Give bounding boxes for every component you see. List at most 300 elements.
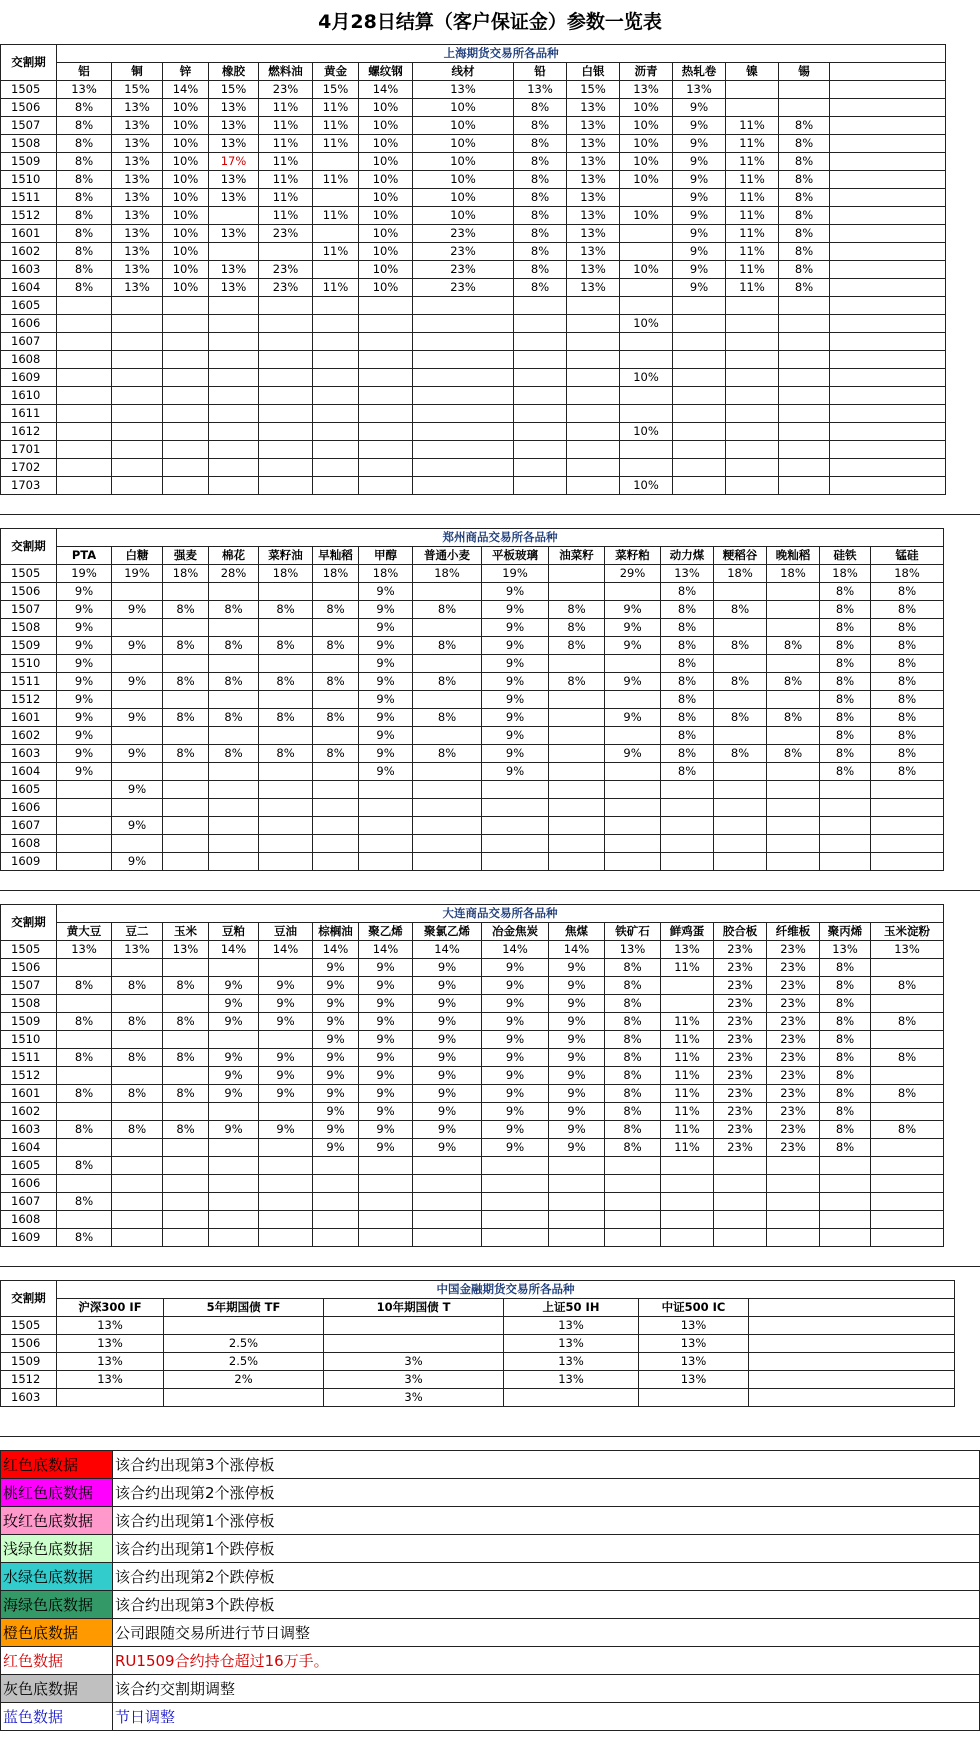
margin-rate-cell: 8% <box>605 1067 661 1085</box>
margin-rate-cell: 9% <box>482 619 549 637</box>
margin-rate-cell <box>313 1157 359 1175</box>
margin-rate-cell <box>779 423 830 441</box>
margin-rate-cell: 10% <box>163 225 209 243</box>
empty-cell <box>830 63 946 81</box>
margin-rate-cell <box>413 853 482 871</box>
margin-rate-cell: 8% <box>820 1103 871 1121</box>
margin-rate-cell: 10% <box>163 171 209 189</box>
margin-rate-cell: 9% <box>549 1049 605 1067</box>
margin-rate-cell: 9% <box>57 727 112 745</box>
margin-rate-cell: 8% <box>57 207 112 225</box>
margin-rate-cell <box>57 835 112 853</box>
margin-rate-cell <box>549 727 605 745</box>
margin-rate-cell: 23% <box>767 959 820 977</box>
legend-description: 该合约出现第3个涨停板 <box>113 1451 980 1479</box>
margin-rate-cell: 13% <box>112 279 163 297</box>
empty-cell <box>749 1371 955 1389</box>
margin-rate-cell <box>359 1175 413 1193</box>
margin-rate-cell: 10% <box>620 315 673 333</box>
margin-rate-cell: 13% <box>112 135 163 153</box>
margin-rate-cell: 11% <box>259 99 313 117</box>
margin-rate-cell: 9% <box>359 1067 413 1085</box>
margin-rate-cell: 10% <box>359 279 413 297</box>
margin-rate-cell: 9% <box>413 1121 482 1139</box>
margin-rate-cell: 8% <box>605 1013 661 1031</box>
margin-rate-cell <box>726 387 779 405</box>
legend-swatch-label: 红色数据 <box>1 1647 113 1675</box>
margin-rate-cell <box>567 369 620 387</box>
margin-rate-cell: 8% <box>209 637 259 655</box>
margin-rate-cell <box>57 351 112 369</box>
margin-rate-cell: 14% <box>209 941 259 959</box>
margin-rate-cell: 19% <box>57 565 112 583</box>
margin-rate-cell: 23% <box>714 995 767 1013</box>
margin-rate-cell: 8% <box>163 673 209 691</box>
margin-rate-cell <box>112 619 163 637</box>
delivery-period: 1609 <box>1 1229 57 1247</box>
margin-rate-cell <box>413 369 514 387</box>
margin-rate-cell <box>163 1031 209 1049</box>
margin-rate-cell: 13% <box>661 941 714 959</box>
margin-rate-cell: 8% <box>661 709 714 727</box>
margin-rate-cell: 8% <box>661 583 714 601</box>
margin-rate-cell: 9% <box>482 1139 549 1157</box>
margin-rate-cell <box>549 1175 605 1193</box>
margin-rate-cell <box>549 655 605 673</box>
margin-rate-cell: 10% <box>620 369 673 387</box>
margin-rate-cell: 11% <box>726 279 779 297</box>
margin-rate-cell <box>779 81 830 99</box>
delivery-period: 1609 <box>1 853 57 871</box>
margin-rate-cell: 9% <box>57 655 112 673</box>
czce-margin-table <box>0 528 944 871</box>
margin-rate-cell: 8% <box>871 673 944 691</box>
legend-row <box>1 1647 980 1675</box>
margin-rate-cell <box>359 423 413 441</box>
margin-rate-cell <box>164 1389 324 1407</box>
margin-rate-cell: 23% <box>259 225 313 243</box>
product-header: 棉花 <box>209 547 259 565</box>
delivery-period: 1610 <box>1 387 57 405</box>
margin-rate-cell <box>661 817 714 835</box>
margin-rate-cell: 11% <box>726 225 779 243</box>
margin-rate-cell: 13% <box>112 207 163 225</box>
margin-rate-cell: 8% <box>820 1121 871 1139</box>
margin-rate-cell: 9% <box>112 817 163 835</box>
margin-rate-cell: 10% <box>620 423 673 441</box>
margin-rate-cell <box>209 799 259 817</box>
margin-rate-cell <box>163 655 209 673</box>
margin-rate-cell: 29% <box>605 565 661 583</box>
margin-rate-cell: 13% <box>112 225 163 243</box>
margin-rate-cell <box>714 853 767 871</box>
margin-rate-cell: 9% <box>605 637 661 655</box>
margin-rate-cell <box>313 1229 359 1247</box>
margin-rate-cell: 9% <box>112 637 163 655</box>
empty-cell <box>830 423 946 441</box>
margin-rate-cell <box>413 817 482 835</box>
margin-rate-cell: 13% <box>605 941 661 959</box>
margin-rate-cell <box>163 1139 209 1157</box>
margin-rate-cell <box>605 1193 661 1211</box>
empty-cell <box>830 117 946 135</box>
margin-rate-cell <box>112 1139 163 1157</box>
margin-rate-cell <box>259 1139 313 1157</box>
margin-rate-cell <box>871 1139 944 1157</box>
margin-rate-cell <box>163 763 209 781</box>
margin-rate-cell: 9% <box>259 977 313 995</box>
margin-rate-cell: 9% <box>313 1013 359 1031</box>
margin-rate-cell: 8% <box>514 99 567 117</box>
margin-rate-cell <box>504 1389 639 1407</box>
product-header: 豆二 <box>112 923 163 941</box>
margin-rate-cell: 9% <box>259 1013 313 1031</box>
margin-rate-cell <box>209 691 259 709</box>
margin-rate-cell <box>163 1175 209 1193</box>
margin-rate-cell <box>673 333 726 351</box>
margin-rate-cell: 8% <box>767 745 820 763</box>
margin-rate-cell: 11% <box>726 243 779 261</box>
margin-rate-cell: 13% <box>871 941 944 959</box>
margin-rate-cell <box>359 387 413 405</box>
margin-rate-cell <box>259 1031 313 1049</box>
margin-rate-cell <box>514 315 567 333</box>
margin-rate-cell: 8% <box>820 1067 871 1085</box>
margin-rate-cell: 9% <box>413 1049 482 1067</box>
margin-rate-cell: 8% <box>57 1193 112 1211</box>
margin-rate-cell <box>482 1157 549 1175</box>
delivery-period: 1611 <box>1 405 57 423</box>
margin-rate-cell <box>714 1193 767 1211</box>
margin-rate-cell <box>112 835 163 853</box>
delivery-period: 1603 <box>1 1121 57 1139</box>
product-header: 硅铁 <box>820 547 871 565</box>
margin-rate-cell <box>359 441 413 459</box>
table-row <box>1 369 946 387</box>
margin-rate-cell <box>313 763 359 781</box>
margin-rate-cell <box>209 243 259 261</box>
section-separator <box>0 514 980 529</box>
margin-rate-cell: 9% <box>413 1139 482 1157</box>
margin-rate-cell <box>324 1335 504 1353</box>
margin-rate-cell: 15% <box>112 81 163 99</box>
margin-rate-cell <box>661 781 714 799</box>
margin-rate-cell <box>661 853 714 871</box>
table-row <box>1 261 946 279</box>
margin-rate-cell <box>57 1139 112 1157</box>
product-header: PTA <box>57 547 112 565</box>
margin-rate-cell: 8% <box>57 261 112 279</box>
empty-cell <box>830 171 946 189</box>
margin-rate-cell <box>313 853 359 871</box>
empty-cell <box>830 279 946 297</box>
margin-rate-cell <box>259 1193 313 1211</box>
margin-rate-cell: 9% <box>359 1085 413 1103</box>
margin-rate-cell: 13% <box>112 171 163 189</box>
margin-rate-cell: 28% <box>209 565 259 583</box>
margin-rate-cell: 2% <box>164 1371 324 1389</box>
margin-rate-cell <box>259 333 313 351</box>
margin-rate-cell: 15% <box>313 81 359 99</box>
margin-rate-cell: 11% <box>661 1067 714 1085</box>
margin-rate-cell <box>820 781 871 799</box>
margin-rate-cell <box>112 459 163 477</box>
margin-rate-cell: 8% <box>820 995 871 1013</box>
margin-rate-cell <box>767 853 820 871</box>
table-row <box>1 1085 944 1103</box>
margin-rate-cell: 10% <box>163 279 209 297</box>
product-header: 玉米 <box>163 923 209 941</box>
margin-rate-cell <box>112 1193 163 1211</box>
product-header: 热轧卷 <box>673 63 726 81</box>
margin-rate-cell: 11% <box>726 189 779 207</box>
margin-rate-cell: 8% <box>767 673 820 691</box>
margin-rate-cell <box>163 799 209 817</box>
margin-rate-cell: 13% <box>112 153 163 171</box>
margin-rate-cell: 13% <box>112 189 163 207</box>
margin-rate-cell <box>567 387 620 405</box>
empty-cell <box>830 351 946 369</box>
margin-rate-cell <box>413 441 514 459</box>
margin-rate-cell <box>779 405 830 423</box>
margin-rate-cell <box>313 691 359 709</box>
margin-rate-cell: 9% <box>482 709 549 727</box>
shfe-margin-table <box>0 44 946 495</box>
margin-rate-cell: 13% <box>567 279 620 297</box>
margin-rate-cell <box>163 835 209 853</box>
margin-rate-cell <box>259 835 313 853</box>
margin-rate-cell: 10% <box>620 207 673 225</box>
margin-rate-cell: 23% <box>714 1067 767 1085</box>
margin-rate-cell <box>259 405 313 423</box>
margin-rate-cell: 13% <box>504 1371 639 1389</box>
margin-rate-cell: 9% <box>482 1103 549 1121</box>
margin-rate-cell: 8% <box>871 691 944 709</box>
margin-rate-cell: 13% <box>567 207 620 225</box>
margin-rate-cell <box>413 781 482 799</box>
margin-rate-cell <box>313 655 359 673</box>
margin-rate-cell <box>549 1229 605 1247</box>
margin-rate-cell: 13% <box>639 1317 749 1335</box>
delivery-period: 1607 <box>1 1193 57 1211</box>
table-row <box>1 1317 955 1335</box>
margin-rate-cell: 15% <box>209 81 259 99</box>
margin-rate-cell: 9% <box>482 1013 549 1031</box>
table-row <box>1 637 944 655</box>
margin-rate-cell <box>313 1193 359 1211</box>
margin-rate-cell <box>259 441 313 459</box>
margin-rate-cell: 9% <box>482 691 549 709</box>
margin-rate-cell: 10% <box>359 225 413 243</box>
margin-rate-cell: 13% <box>209 261 259 279</box>
margin-rate-cell <box>767 781 820 799</box>
product-header: 动力煤 <box>661 547 714 565</box>
margin-rate-cell: 8% <box>259 709 313 727</box>
margin-rate-cell: 10% <box>620 477 673 495</box>
margin-rate-cell <box>57 333 112 351</box>
margin-rate-cell: 9% <box>313 995 359 1013</box>
table-row <box>1 225 946 243</box>
legend-row <box>1 1535 980 1563</box>
margin-rate-cell: 13% <box>567 99 620 117</box>
margin-rate-cell: 10% <box>413 117 514 135</box>
margin-rate-cell: 9% <box>57 709 112 727</box>
table-row <box>1 459 946 477</box>
margin-rate-cell <box>413 1157 482 1175</box>
margin-rate-cell: 9% <box>359 601 413 619</box>
margin-rate-cell: 13% <box>504 1317 639 1335</box>
margin-rate-cell: 13% <box>567 135 620 153</box>
margin-rate-cell <box>163 583 209 601</box>
margin-rate-cell <box>482 1193 549 1211</box>
margin-rate-cell <box>413 423 514 441</box>
margin-rate-cell <box>639 1389 749 1407</box>
margin-rate-cell <box>661 1229 714 1247</box>
margin-rate-cell <box>57 781 112 799</box>
margin-rate-cell: 11% <box>313 279 359 297</box>
margin-rate-cell <box>209 763 259 781</box>
margin-rate-cell: 10% <box>163 117 209 135</box>
margin-rate-cell <box>209 333 259 351</box>
margin-rate-cell <box>661 1193 714 1211</box>
margin-rate-cell <box>163 1211 209 1229</box>
margin-rate-cell <box>57 1389 164 1407</box>
margin-rate-cell: 8% <box>820 1049 871 1067</box>
margin-rate-cell: 9% <box>413 959 482 977</box>
margin-rate-cell <box>209 1229 259 1247</box>
product-header: 鲜鸡蛋 <box>661 923 714 941</box>
margin-rate-cell: 8% <box>820 1013 871 1031</box>
margin-rate-cell <box>567 441 620 459</box>
margin-rate-cell: 10% <box>359 153 413 171</box>
margin-rate-cell <box>514 387 567 405</box>
delivery-period: 1505 <box>1 565 57 583</box>
margin-rate-cell <box>209 619 259 637</box>
margin-rate-cell: 13% <box>57 81 112 99</box>
margin-rate-cell <box>779 477 830 495</box>
margin-rate-cell: 8% <box>605 1139 661 1157</box>
margin-rate-cell: 8% <box>112 1085 163 1103</box>
table-row <box>1 1193 944 1211</box>
margin-rate-cell: 8% <box>313 745 359 763</box>
margin-rate-cell: 10% <box>620 99 673 117</box>
margin-rate-cell <box>726 99 779 117</box>
table-row <box>1 117 946 135</box>
margin-rate-cell <box>620 459 673 477</box>
margin-rate-cell: 8% <box>871 1013 944 1031</box>
empty-cell <box>830 477 946 495</box>
margin-rate-cell: 8% <box>549 619 605 637</box>
margin-rate-cell <box>163 441 209 459</box>
product-header: 铝 <box>57 63 112 81</box>
legend-description: 公司跟随交易所进行节日调整 <box>113 1619 980 1647</box>
delivery-period: 1602 <box>1 727 57 745</box>
margin-rate-cell <box>567 297 620 315</box>
margin-rate-cell <box>726 351 779 369</box>
margin-rate-cell: 9% <box>313 1103 359 1121</box>
delivery-period: 1506 <box>1 1335 57 1353</box>
margin-rate-cell: 9% <box>673 207 726 225</box>
margin-rate-cell <box>482 853 549 871</box>
product-header: 豆油 <box>259 923 313 941</box>
margin-rate-cell <box>57 297 112 315</box>
margin-rate-cell <box>359 333 413 351</box>
margin-rate-cell: 8% <box>779 117 830 135</box>
margin-rate-cell: 9% <box>413 977 482 995</box>
table-row <box>1 583 944 601</box>
margin-rate-cell: 9% <box>359 1049 413 1067</box>
margin-rate-cell <box>514 459 567 477</box>
empty-cell <box>830 441 946 459</box>
delivery-period: 1603 <box>1 1389 57 1407</box>
table-row <box>1 959 944 977</box>
margin-rate-cell <box>163 1229 209 1247</box>
margin-rate-cell: 11% <box>661 1085 714 1103</box>
margin-rate-cell: 8% <box>514 135 567 153</box>
margin-rate-cell <box>549 853 605 871</box>
margin-rate-cell: 18% <box>871 565 944 583</box>
margin-rate-cell <box>673 405 726 423</box>
margin-rate-cell <box>767 655 820 673</box>
margin-rate-cell: 11% <box>661 1049 714 1067</box>
section-separator <box>0 1436 980 1451</box>
margin-rate-cell: 8% <box>259 601 313 619</box>
table-row <box>1 941 944 959</box>
margin-rate-cell: 9% <box>57 619 112 637</box>
margin-rate-cell <box>661 1157 714 1175</box>
margin-rate-cell: 8% <box>820 1031 871 1049</box>
margin-rate-cell: 9% <box>673 117 726 135</box>
margin-rate-cell: 14% <box>313 941 359 959</box>
margin-rate-cell: 8% <box>605 1049 661 1067</box>
margin-rate-cell: 11% <box>726 135 779 153</box>
margin-rate-cell <box>779 459 830 477</box>
section-separator <box>0 890 980 905</box>
margin-rate-cell: 9% <box>313 1067 359 1085</box>
margin-rate-cell: 9% <box>112 673 163 691</box>
table-row <box>1 601 944 619</box>
empty-cell <box>830 459 946 477</box>
page-title: 4月28日结算（客户保证金）参数一览表 <box>318 11 662 33</box>
margin-rate-cell: 9% <box>57 601 112 619</box>
margin-rate-cell: 9% <box>359 995 413 1013</box>
margin-rate-cell <box>767 619 820 637</box>
margin-rate-cell: 9% <box>57 745 112 763</box>
margin-rate-cell: 18% <box>767 565 820 583</box>
margin-rate-cell <box>163 369 209 387</box>
margin-rate-cell <box>413 1229 482 1247</box>
margin-rate-cell: 23% <box>714 1049 767 1067</box>
table-row <box>1 1103 944 1121</box>
margin-rate-cell <box>413 333 514 351</box>
margin-rate-cell: 13% <box>673 81 726 99</box>
margin-rate-cell: 8% <box>259 673 313 691</box>
margin-rate-cell: 10% <box>163 207 209 225</box>
delivery-period: 1509 <box>1 1013 57 1031</box>
margin-rate-cell <box>313 423 359 441</box>
margin-rate-cell: 9% <box>549 977 605 995</box>
margin-rate-cell <box>871 1229 944 1247</box>
table-row <box>1 1335 955 1353</box>
margin-rate-cell <box>112 297 163 315</box>
margin-rate-cell <box>259 369 313 387</box>
margin-rate-cell <box>605 583 661 601</box>
margin-rate-cell <box>112 1067 163 1085</box>
margin-rate-cell <box>549 1211 605 1229</box>
margin-rate-cell <box>714 1175 767 1193</box>
margin-rate-cell <box>620 189 673 207</box>
margin-rate-cell <box>57 995 112 1013</box>
